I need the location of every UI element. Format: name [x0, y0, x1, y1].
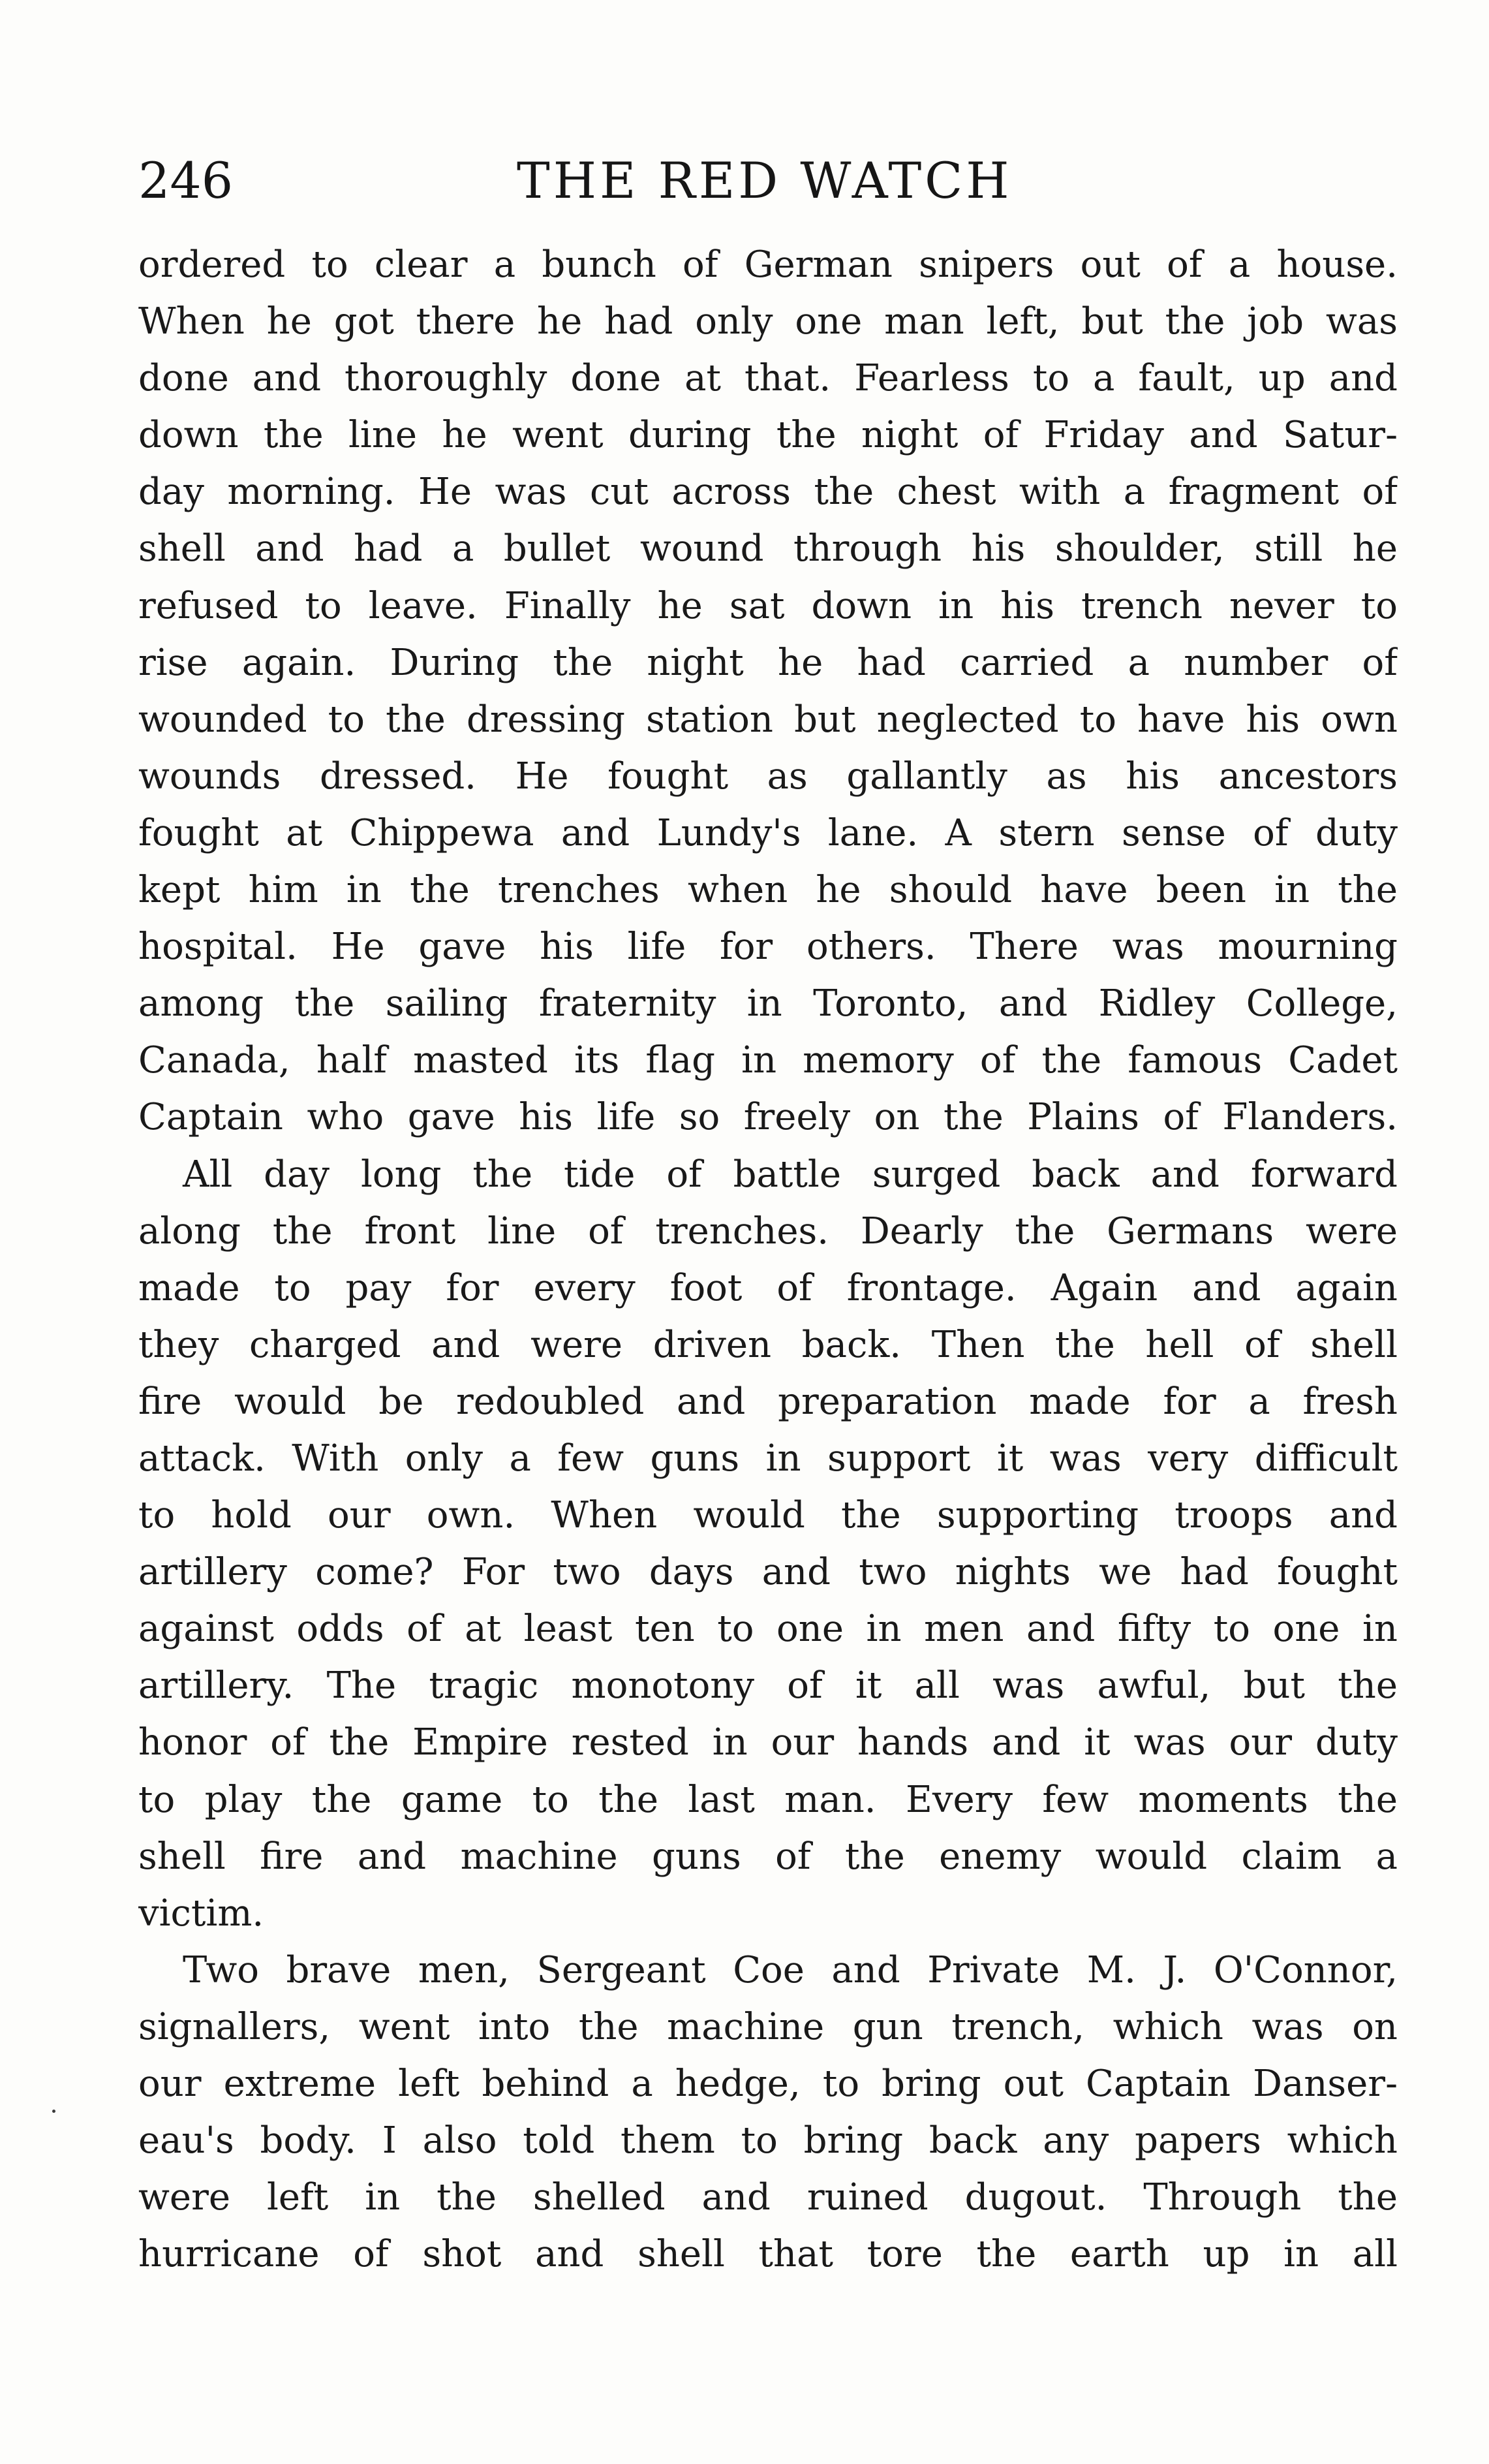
text-line: eau's body. I also told them to bring back any papers which	[138, 2119, 1398, 2162]
text-line: artillery. The tragic monotony of it all was awful, but the	[138, 1664, 1398, 1708]
page-number: 246	[138, 151, 234, 210]
text-line: Canada, half masted its flag in memory of the famous Cadet	[138, 1039, 1398, 1082]
text-line: honor of the Empire rested in our hands and it was our duty	[138, 1721, 1398, 1764]
text-line: made to pay for every foot of frontage. Again and again	[138, 1266, 1398, 1309]
text-line: hurricane of shot and shell that tore the earth up in all	[138, 2233, 1398, 2276]
text-line: signallers, went into the machine gun trench, which was on	[138, 2005, 1398, 2048]
text-line: to hold our own. When would the supporting troops and	[138, 1494, 1398, 1537]
text-line: kept him in the trenches when he should have been in the	[138, 869, 1398, 912]
text-line: wounds dressed. He fought as gallantly as his ancestors	[138, 755, 1398, 798]
paragraph	[138, 236, 1398, 1146]
text-line: among the sailing fraternity in Toronto, and Ridley College,	[138, 982, 1398, 1025]
text-line: they charged and were driven back. Then the hell of shell	[138, 1323, 1398, 1366]
text-line: day morning. He was cut across the chest with a fragment of	[138, 471, 1398, 514]
text-line: fire would be redoubled and preparation made for a fresh	[138, 1380, 1398, 1423]
paragraph	[138, 1146, 1398, 1942]
margin-speck	[52, 2110, 55, 2113]
text-line: When he got there he had only one man left, but the job was	[138, 300, 1398, 343]
paragraph	[138, 1942, 1398, 2283]
text-line: done and thoroughly done at that. Fearless to a fault, up and	[138, 357, 1398, 400]
text-line: Captain who gave his life so freely on the Plains of Flanders.	[138, 1096, 1398, 1139]
text-line: fought at Chippewa and Lundy's lane. A stern sense of duty	[138, 811, 1398, 854]
text-line: attack. With only a few guns in support it was very difficult	[138, 1437, 1398, 1480]
text-line: artillery come? For two days and two nights we had fought	[138, 1551, 1398, 1594]
text-line: shell fire and machine guns of the enemy would claim a	[138, 1835, 1398, 1878]
text-line: were left in the shelled and ruined dugout. Through the	[138, 2176, 1398, 2219]
text-line: refused to leave. Finally he sat down in his trench never to	[138, 584, 1398, 627]
text-line: shell and had a bullet wound through his shoulder, still he	[138, 527, 1398, 570]
text-line: victim.	[138, 1892, 264, 1935]
text-line: Two brave men, Sergeant Coe and Private M. J. O'Connor,	[183, 1948, 1398, 1991]
running-title: THE RED WATCH	[517, 151, 1013, 210]
text-line: ordered to clear a bunch of German snipers out of a house.	[138, 243, 1398, 286]
text-line: All day long the tide of battle surged back and forward	[183, 1153, 1398, 1196]
text-line: our extreme left behind a hedge, to bring out Captain Danser-	[138, 2063, 1398, 2105]
body-text	[138, 236, 1398, 2283]
text-line: down the line he went during the night of Friday and Satur-	[138, 414, 1398, 457]
text-line: hospital. He gave his life for others. There was mourning	[138, 926, 1398, 969]
text-line: to play the game to the last man. Every few moments the	[138, 1778, 1398, 1821]
text-line: along the front line of trenches. Dearly the Germans were	[138, 1209, 1398, 1253]
text-line: wounded to the dressing station but neglected to have his own	[138, 698, 1398, 741]
text-line: against odds of at least ten to one in men and fifty to one in	[138, 1608, 1398, 1651]
page-header	[138, 145, 1398, 217]
text-line: rise again. During the night he had carried a number of	[138, 641, 1398, 684]
